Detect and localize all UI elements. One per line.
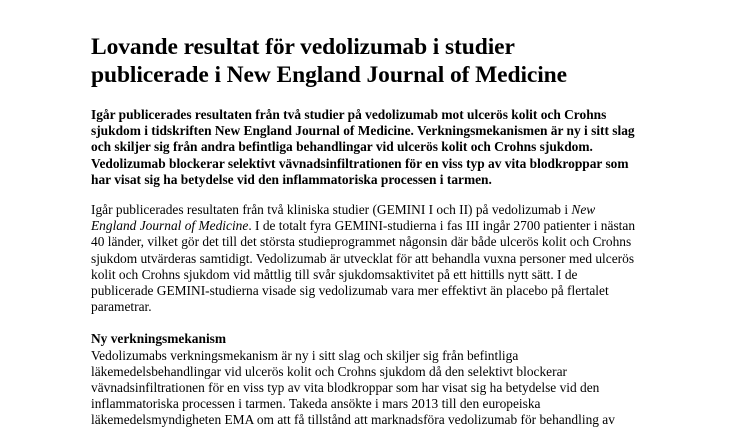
lead-paragraph bbox=[91, 107, 651, 188]
lead-line: Vedolizumab blockerar selektivt vävnadsinfiltrationen för en viss typ av vita blodkroppar som bbox=[91, 155, 629, 171]
lead-line: Igår publicerades resultaten från två studier på vedolizumab mot ulcerös kolit och Crohns bbox=[91, 107, 607, 122]
section-line: inflammatoriska processen i tarmen. Takeda ansökte i mars 2013 till den europeiska bbox=[91, 396, 541, 412]
article-title bbox=[91, 33, 651, 89]
body-text: . I de totalt fyra GEMINI-studierna i fas III ingår 2700 patienter i nästan bbox=[248, 218, 636, 234]
section-line: läkemedelsbehandlingar vid ulcerös kolit och Crohns sjukdom då den selektivt blockerar bbox=[91, 363, 567, 379]
title-line: publicerade i New England Journal of Medicine bbox=[91, 62, 567, 88]
body-line: parametrar. bbox=[91, 299, 152, 315]
body-line bbox=[91, 202, 651, 218]
section-heading: Ny verkningsmekanism bbox=[91, 331, 227, 347]
title-line: Lovande resultat för vedolizumab i studier bbox=[91, 34, 515, 60]
article bbox=[91, 33, 651, 429]
section-paragraph bbox=[91, 348, 651, 429]
lead-line: sjukdom i tidskriften New England Journal of Medicine. Verkningsmekanismen är ny i sitt slag bbox=[91, 123, 635, 139]
journal-name-italic: England Journal of Medicine bbox=[91, 218, 249, 234]
section-line: vävnadsinfiltrationen för en viss typ av vita blodkroppar som har visat sig ha betydelse vid den bbox=[91, 380, 600, 396]
lead-line: har visat sig ha betydelse vid den inflammatoriska processen i tarmen. bbox=[91, 171, 492, 187]
body-line: 40 länder, vilket gör det till det största studieprogrammet någonsin där både ulcerös kolit och Crohns bbox=[91, 234, 632, 250]
body-line: kolit och Crohns sjukdom vid måttlig till svår sjukdomsaktivitet på ett hittills nytt sätt. I de bbox=[91, 266, 578, 282]
journal-name-italic: New bbox=[571, 202, 596, 218]
body-line: publicerade GEMINI-studierna visade sig vedolizumab vara mer effektivt än placebo på flertalet bbox=[91, 283, 609, 299]
body-paragraph bbox=[91, 202, 651, 315]
section-line: läkemedelsmyndigheten EMA om att få tillstånd att marknadsföra vedolizumab för behandling av bbox=[91, 412, 615, 428]
body-text: Igår publicerades resultaten från två kliniska studier (GEMINI I och II) på vedolizumab i bbox=[91, 202, 572, 218]
body-line: sjukdom utvärderas samtidigt. Vedolizumab är utvecklat för att behandla vuxna personer med ulcerös bbox=[91, 250, 635, 266]
lead-line: och skiljer sig från andra befintliga behandlingar vid ulcerös kolit och Crohns sjukdom. bbox=[91, 139, 593, 155]
section-line: Vedolizumabs verkningsmekanism är ny i sitt slag och skiljer sig från befintliga bbox=[91, 347, 519, 363]
body-line bbox=[91, 218, 651, 234]
